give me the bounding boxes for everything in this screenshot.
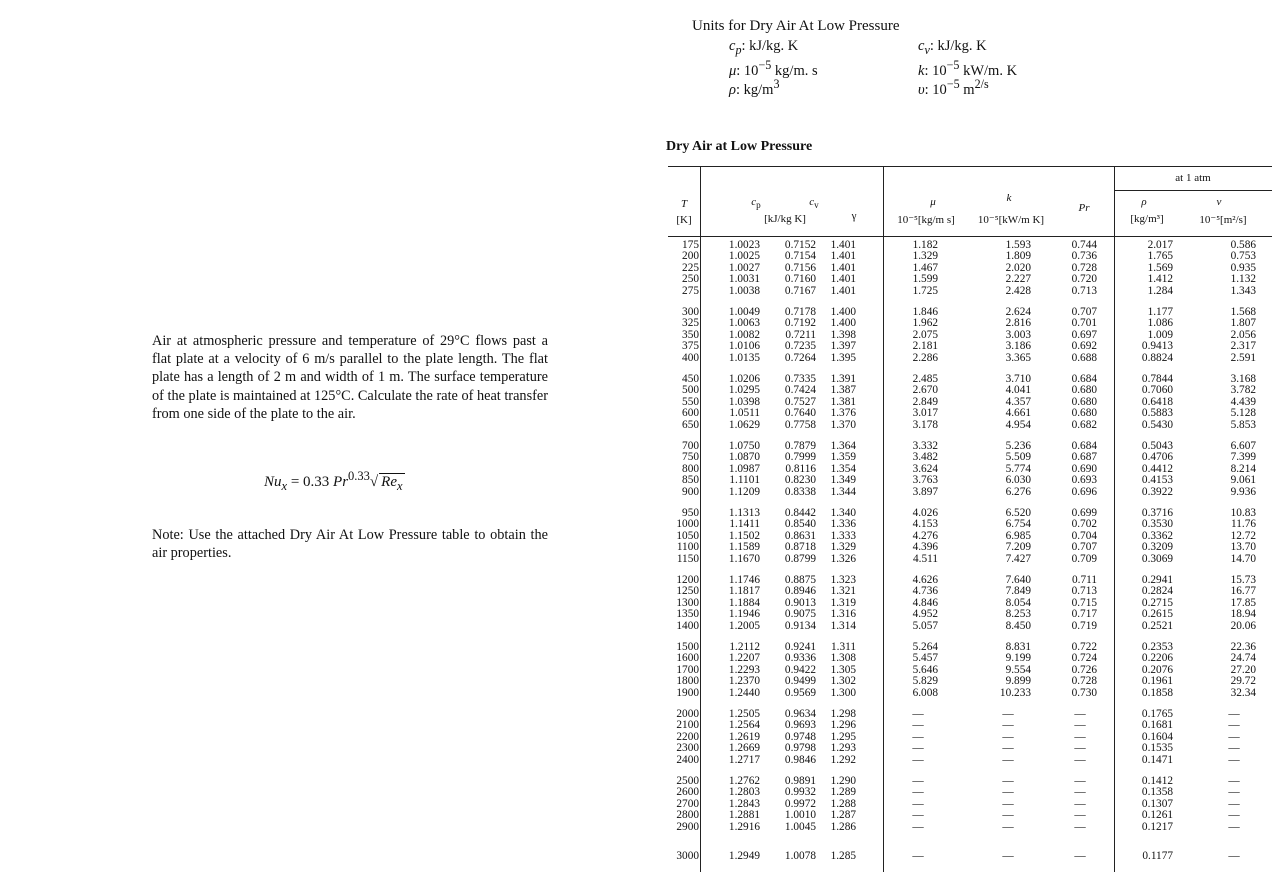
header-v: v bbox=[1216, 196, 1222, 208]
col-v-group-4: 10.83 11.76 12.72 13.70 14.70 bbox=[1230, 507, 1256, 565]
col-v-group-5: 15.73 16.77 17.85 18.94 20.06 bbox=[1230, 574, 1256, 632]
col-cp-group-3: 1.0750 1.0870 1.0987 1.1101 1.1209 bbox=[728, 440, 760, 498]
col-v-group-0: 0.586 0.753 0.935 1.132 1.343 bbox=[1230, 239, 1256, 297]
unit-k: k: $10^{-5}$ kW/m. K bbox=[918, 58, 1018, 79]
col-mu-group-9: — bbox=[912, 850, 924, 862]
col-gamma-group-8: 1.290 1.289 1.288 1.287 1.286 bbox=[830, 775, 856, 833]
col-mu-group-6: 5.264 5.457 5.646 5.829 6.008 bbox=[912, 641, 938, 699]
col-cp-group-7: 1.2505 1.2564 1.2619 1.2669 1.2717 bbox=[728, 708, 760, 766]
nusselt-equation: $Nu_x = 0.33$ $Pr^{0.33}√$ $Re_x$ bbox=[264, 469, 403, 493]
col-cv-group-1: 0.7178 0.7192 0.7211 0.7235 0.7264 bbox=[784, 306, 816, 364]
at-1-atm-label: at 1 atm bbox=[1175, 172, 1211, 184]
table-header-rule bbox=[668, 236, 1272, 237]
col-mu-group-5: 4.626 4.736 4.846 4.952 5.057 bbox=[912, 574, 938, 632]
col-rho-group-9: 0.1177 bbox=[1142, 850, 1173, 862]
unit-cv: $c_v$: kJ/kg. K bbox=[918, 38, 987, 57]
col-cp-group-6: 1.2112 1.2207 1.2293 1.2370 1.2440 bbox=[728, 641, 760, 699]
table-top-rule bbox=[668, 166, 1272, 167]
col-v-group-3: 6.607 7.399 8.214 9.061 9.936 bbox=[1230, 440, 1256, 498]
col-k-group-3: 5.236 5.509 5.774 6.030 6.276 bbox=[1005, 440, 1031, 498]
col-rho-group-5: 0.2941 0.2824 0.2715 0.2615 0.2521 bbox=[1141, 574, 1173, 632]
col-cv-group-5: 0.8875 0.8946 0.9013 0.9075 0.9134 bbox=[784, 574, 816, 632]
col-cv-group-0: 0.7152 0.7154 0.7156 0.7160 0.7167 bbox=[784, 239, 816, 297]
unit-cp: $c_p$: kJ/kg. K bbox=[729, 38, 799, 57]
table-title: Dry Air at Low Pressure bbox=[666, 139, 813, 154]
col-T-group-1: 300 325 350 375 400 bbox=[682, 306, 699, 364]
col-k-group-4: 6.520 6.754 6.985 7.209 7.427 bbox=[1005, 507, 1031, 565]
col-mu-group-0: 1.182 1.329 1.467 1.599 1.725 bbox=[912, 239, 938, 297]
props-left-rule bbox=[883, 166, 884, 872]
col-gamma-group-3: 1.364 1.359 1.354 1.349 1.344 bbox=[830, 440, 856, 498]
col-Pr-group-0: 0.744 0.736 0.728 0.720 0.713 bbox=[1071, 239, 1097, 297]
col-gamma-group-0: 1.401 1.401 1.401 1.401 1.401 bbox=[830, 239, 856, 297]
col-cv-group-4: 0.8442 0.8540 0.8631 0.8718 0.8799 bbox=[784, 507, 816, 565]
col-mu-group-7: — — — — — bbox=[912, 708, 924, 766]
col-gamma-group-2: 1.391 1.387 1.381 1.376 1.370 bbox=[830, 373, 856, 431]
header-cpcv-unit: [kJ/kg K] bbox=[764, 213, 806, 225]
col-v-group-8: — — — — — bbox=[1228, 775, 1240, 833]
col-cv-group-2: 0.7335 0.7424 0.7527 0.7640 0.7758 bbox=[784, 373, 816, 431]
header-T: T bbox=[680, 198, 688, 210]
header-v-unit: 10⁻⁵[m²/s] bbox=[1199, 214, 1247, 226]
col-k-group-5: 7.640 7.849 8.054 8.253 8.450 bbox=[1005, 574, 1031, 632]
col-cp-group-8: 1.2762 1.2803 1.2843 1.2881 1.2916 bbox=[728, 775, 760, 833]
col-cp-group-4: 1.1313 1.1411 1.1502 1.1589 1.1670 bbox=[728, 507, 760, 565]
col-v-group-7: — — — — — bbox=[1228, 708, 1240, 766]
col-Pr-group-1: 0.707 0.701 0.697 0.692 0.688 bbox=[1071, 306, 1097, 364]
problem-note: Note: Use the attached Dry Air At Low Pressure table to obtain the air properties. bbox=[152, 527, 548, 562]
col-k-group-7: — — — — — bbox=[1002, 708, 1014, 766]
col-T-group-5: 1200 1250 1300 1350 1400 bbox=[676, 574, 699, 632]
col-Pr-group-3: 0.684 0.687 0.690 0.693 0.696 bbox=[1071, 440, 1097, 498]
col-k-group-2: 3.710 4.041 4.357 4.661 4.954 bbox=[1005, 373, 1031, 431]
col-mu-group-4: 4.026 4.153 4.276 4.396 4.511 bbox=[912, 507, 938, 565]
col-mu-group-1: 1.846 1.962 2.075 2.181 2.286 bbox=[912, 306, 938, 364]
col-cv-group-8: 0.9891 0.9932 0.9972 1.0010 1.0045 bbox=[784, 775, 816, 833]
header-cv: $c_v$ bbox=[809, 196, 819, 211]
header-k-unit: 10⁻⁵[kW/m K] bbox=[977, 214, 1045, 226]
col-rho-group-8: 0.1412 0.1358 0.1307 0.1261 0.1217 bbox=[1141, 775, 1173, 833]
col-Pr-group-8: — — — — — bbox=[1074, 775, 1086, 833]
props-right-rule bbox=[1114, 166, 1115, 872]
col-mu-group-2: 2.485 2.670 2.849 3.017 3.178 bbox=[912, 373, 938, 431]
col-cv-group-3: 0.7879 0.7999 0.8116 0.8230 0.8338 bbox=[784, 440, 816, 498]
header-T-unit: [K] bbox=[676, 214, 692, 226]
col-T-group-7: 2000 2100 2200 2300 2400 bbox=[676, 708, 699, 766]
col-Pr-group-9: — bbox=[1074, 850, 1086, 862]
col-rho-group-6: 0.2353 0.2206 0.2076 0.1961 0.1858 bbox=[1141, 641, 1173, 699]
col-v-group-1: 1.568 1.807 2.056 2.317 2.591 bbox=[1230, 306, 1256, 364]
col-T-group-9: 3000 bbox=[676, 850, 699, 862]
atm-rule bbox=[1114, 190, 1272, 191]
unit-rho: ρ: $kg/m^3$ bbox=[729, 77, 780, 98]
header-cp: $c_p$ bbox=[751, 196, 761, 211]
col-gamma-group-7: 1.298 1.296 1.295 1.293 1.292 bbox=[830, 708, 856, 766]
col-mu-group-3: 3.332 3.482 3.624 3.763 3.897 bbox=[912, 440, 938, 498]
col-rho-group-1: 1.177 1.086 1.009 0.9413 0.8824 bbox=[1141, 306, 1173, 364]
header-rho: ρ bbox=[1141, 196, 1147, 208]
col-T-group-6: 1500 1600 1700 1800 1900 bbox=[676, 641, 699, 699]
col-T-group-4: 950 1000 1050 1100 1150 bbox=[676, 507, 699, 565]
col-rho-group-3: 0.5043 0.4706 0.4412 0.4153 0.3922 bbox=[1141, 440, 1173, 498]
header-gamma: γ bbox=[851, 210, 857, 222]
col-v-group-9: — bbox=[1228, 850, 1240, 862]
col-cp-group-0: 1.0023 1.0025 1.0027 1.0031 1.0038 bbox=[728, 239, 760, 297]
col-cp-group-9: 1.2949 bbox=[728, 850, 760, 862]
col-rho-group-0: 2.017 1.765 1.569 1.412 1.284 bbox=[1147, 239, 1173, 297]
problem-statement: Air at atmospheric pressure and temperature of 29°C flows past a flat plate at a velocity of 6 m/s parallel to the plate length. The flat plate has a length of 2 m and width of 1 m. The surface temperature of the plate is maintained at 125°C. Calculate the rate of heat transfer from one side of the plate to the air. bbox=[152, 333, 548, 422]
col-mu-group-8: — — — — — bbox=[912, 775, 924, 833]
header-mu: μ bbox=[930, 196, 936, 208]
unit-mu: μ: $10^{-5}$ kg/m. s bbox=[729, 58, 818, 79]
col-rho-group-7: 0.1765 0.1681 0.1604 0.1535 0.1471 bbox=[1141, 708, 1173, 766]
col-k-group-1: 2.624 2.816 3.003 3.186 3.365 bbox=[1005, 306, 1031, 364]
col-gamma-group-9: 1.285 bbox=[830, 850, 856, 862]
col-cp-group-1: 1.0049 1.0063 1.0082 1.0106 1.0135 bbox=[728, 306, 760, 364]
col-Pr-group-2: 0.684 0.680 0.680 0.680 0.682 bbox=[1071, 373, 1097, 431]
header-mu-unit: 10⁻⁵[kg/m s] bbox=[897, 214, 955, 226]
col-Pr-group-5: 0.711 0.713 0.715 0.717 0.719 bbox=[1071, 574, 1097, 632]
t-column-rule bbox=[700, 166, 701, 872]
col-k-group-0: 1.593 1.809 2.020 2.227 2.428 bbox=[1005, 239, 1031, 297]
col-gamma-group-5: 1.323 1.321 1.319 1.316 1.314 bbox=[830, 574, 856, 632]
col-k-group-6: 8.831 9.199 9.554 9.899 10.233 bbox=[999, 641, 1031, 699]
col-T-group-2: 450 500 550 600 650 bbox=[682, 373, 699, 431]
col-gamma-group-6: 1.311 1.308 1.305 1.302 1.300 bbox=[830, 641, 856, 699]
col-cp-group-2: 1.0206 1.0295 1.0398 1.0511 1.0629 bbox=[728, 373, 760, 431]
col-Pr-group-7: — — — — — bbox=[1074, 708, 1086, 766]
col-k-group-8: — — — — — bbox=[1002, 775, 1014, 833]
units-title: Units for Dry Air At Low Pressure bbox=[692, 18, 900, 34]
col-k-group-9: — bbox=[1002, 850, 1014, 862]
col-Pr-group-4: 0.699 0.702 0.704 0.707 0.709 bbox=[1071, 507, 1097, 565]
unit-v: υ: $10^{-5}$ $m^{2/s}$ bbox=[918, 77, 989, 98]
header-rho-unit: [kg/m³] bbox=[1130, 213, 1164, 225]
col-rho-group-2: 0.7844 0.7060 0.6418 0.5883 0.5430 bbox=[1141, 373, 1173, 431]
dry-air-table bbox=[668, 166, 1272, 872]
col-cp-group-5: 1.1746 1.1817 1.1884 1.1946 1.2005 bbox=[728, 574, 760, 632]
header-Pr: Pr bbox=[1078, 202, 1090, 214]
col-T-group-8: 2500 2600 2700 2800 2900 bbox=[676, 775, 699, 833]
col-gamma-group-4: 1.340 1.336 1.333 1.329 1.326 bbox=[830, 507, 856, 565]
col-T-group-0: 175 200 225 250 275 bbox=[682, 239, 699, 297]
col-T-group-3: 700 750 800 850 900 bbox=[682, 440, 699, 498]
col-v-group-6: 22.36 24.74 27.20 29.72 32.34 bbox=[1230, 641, 1256, 699]
col-cv-group-9: 1.0078 bbox=[784, 850, 816, 862]
col-cv-group-6: 0.9241 0.9336 0.9422 0.9499 0.9569 bbox=[784, 641, 816, 699]
col-cv-group-7: 0.9634 0.9693 0.9748 0.9798 0.9846 bbox=[784, 708, 816, 766]
col-rho-group-4: 0.3716 0.3530 0.3362 0.3209 0.3069 bbox=[1141, 507, 1173, 565]
col-gamma-group-1: 1.400 1.400 1.398 1.397 1.395 bbox=[830, 306, 856, 364]
col-v-group-2: 3.168 3.782 4.439 5.128 5.853 bbox=[1230, 373, 1256, 431]
header-k: k bbox=[1006, 192, 1012, 204]
col-Pr-group-6: 0.722 0.724 0.726 0.728 0.730 bbox=[1071, 641, 1097, 699]
